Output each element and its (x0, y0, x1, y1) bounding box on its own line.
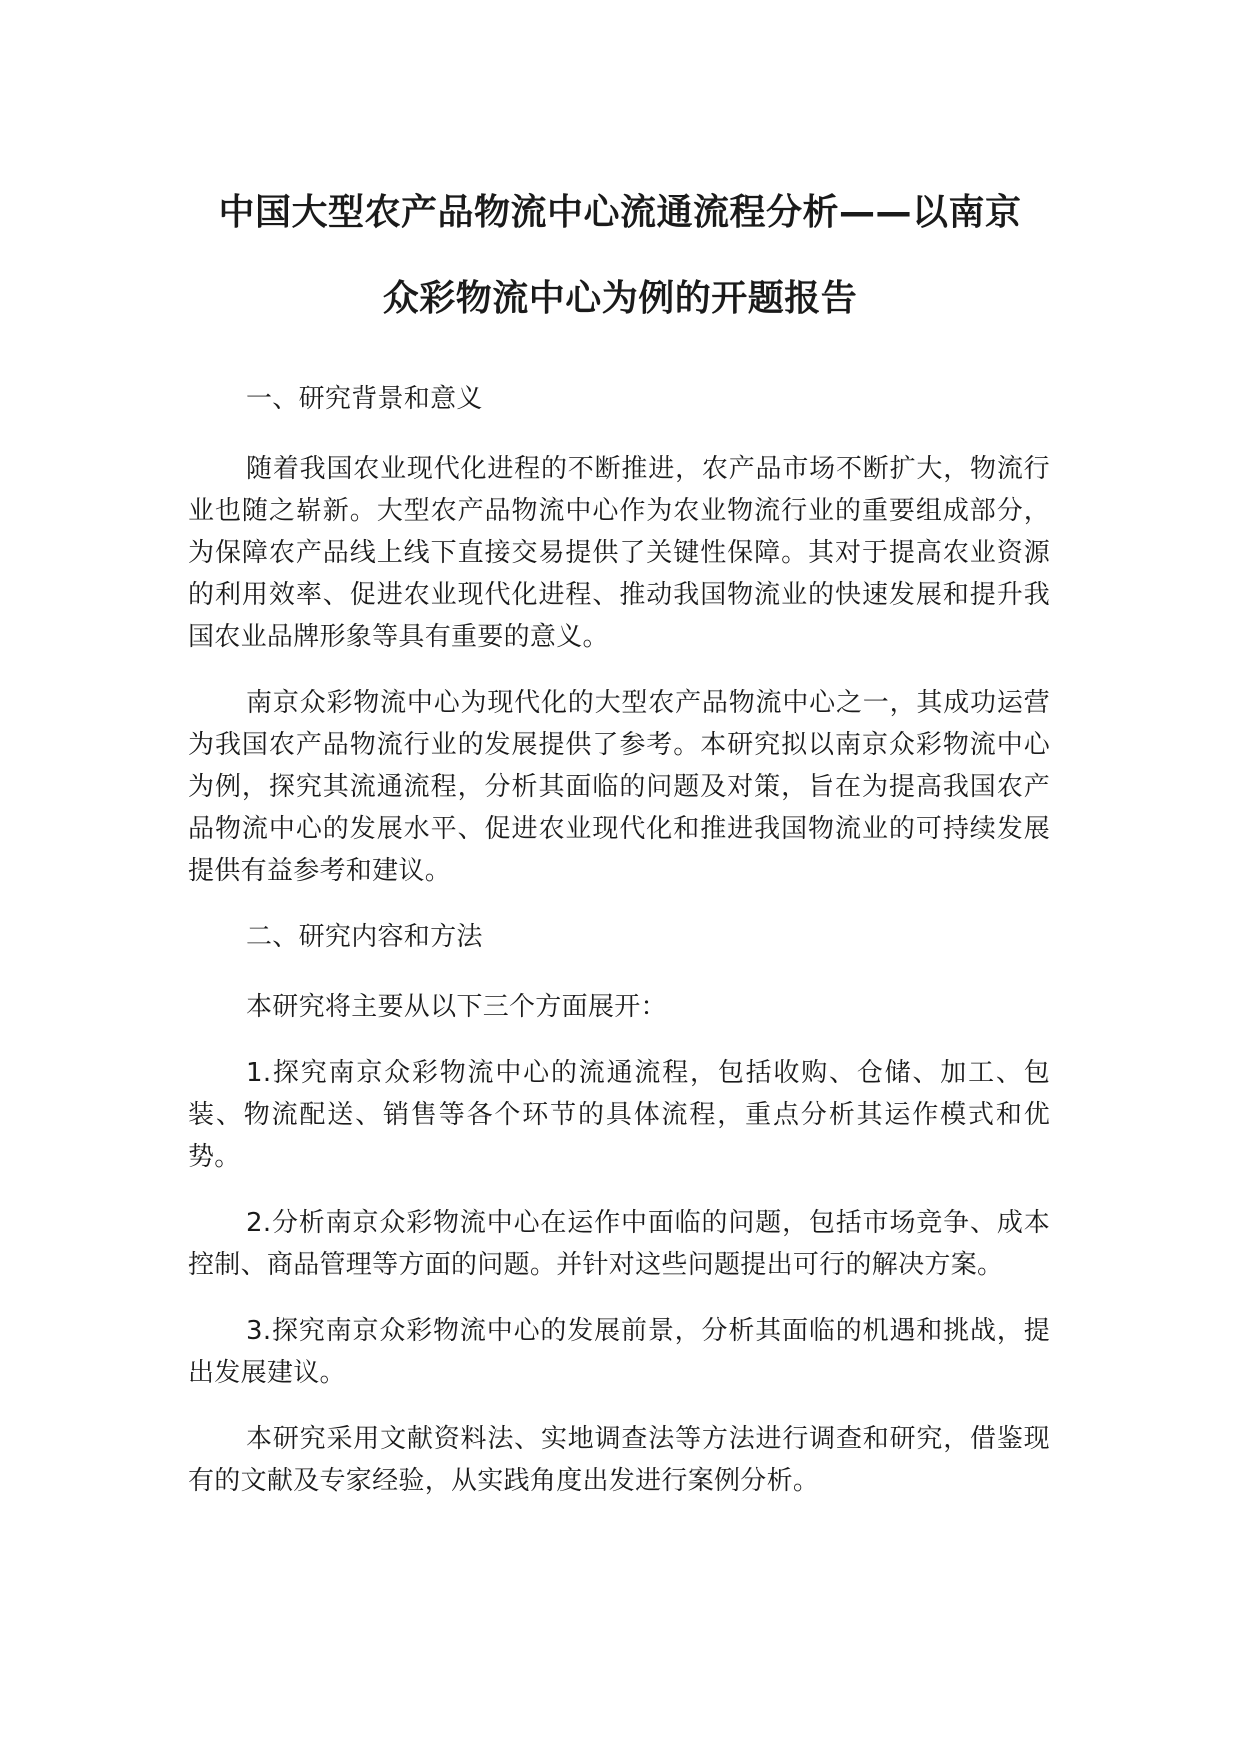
paragraph-item-2: 2.分析南京众彩物流中心在运作中面临的问题，包括市场竞争、成本控制、商品管理等方面的问题。并针对这些问题提出可行的解决方案。 (188, 1208, 1050, 1280)
section-heading-background: 一、研究背景和意义 (246, 384, 483, 414)
title-line-1: 中国大型农产品物流中心流通流程分析——以南京 (218, 192, 1022, 233)
title-line-2: 众彩物流中心为例的开题报告 (382, 278, 858, 319)
document-title (170, 170, 1070, 342)
section-heading-content-methods: 二、研究内容和方法 (246, 922, 483, 952)
document-body (188, 378, 1050, 1526)
paragraph-significance: 南京众彩物流中心为现代化的大型农产品物流中心之一，其成功运营为我国农产品物流行业的发展提供了参考。本研究拟以南京众彩物流中心为例，探究其流通流程，分析其面临的问题及对策，旨在为提高我国农产品物流中心的发展水平、促进农业现代化和推进我国物流业的可持续发展提供有益参考和建议。 (188, 688, 1050, 886)
paragraph-item-3: 3.探究南京众彩物流中心的发展前景，分析其面临的机遇和挑战，提出发展建议。 (188, 1316, 1050, 1388)
paragraph-intro: 本研究将主要从以下三个方面展开： (246, 992, 667, 1022)
paragraph-item-1: 1.探究南京众彩物流中心的流通流程，包括收购、仓储、加工、包装、物流配送、销售等各个环节的具体流程，重点分析其运作模式和优势。 (188, 1058, 1050, 1172)
paragraph-background: 随着我国农业现代化进程的不断推进，农产品市场不断扩大，物流行业也随之崭新。大型农产品物流中心作为农业物流行业的重要组成部分，为保障农产品线上线下直接交易提供了关键性保障。其对于提高农业资源的利用效率、促进农业现代化进程、推动我国物流业的快速发展和提升我国农业品牌形象等具有重要的意义。 (188, 454, 1050, 652)
paragraph-methods: 本研究采用文献资料法、实地调查法等方法进行调查和研究，借鉴现有的文献及专家经验，从实践角度出发进行案例分析。 (188, 1424, 1050, 1496)
